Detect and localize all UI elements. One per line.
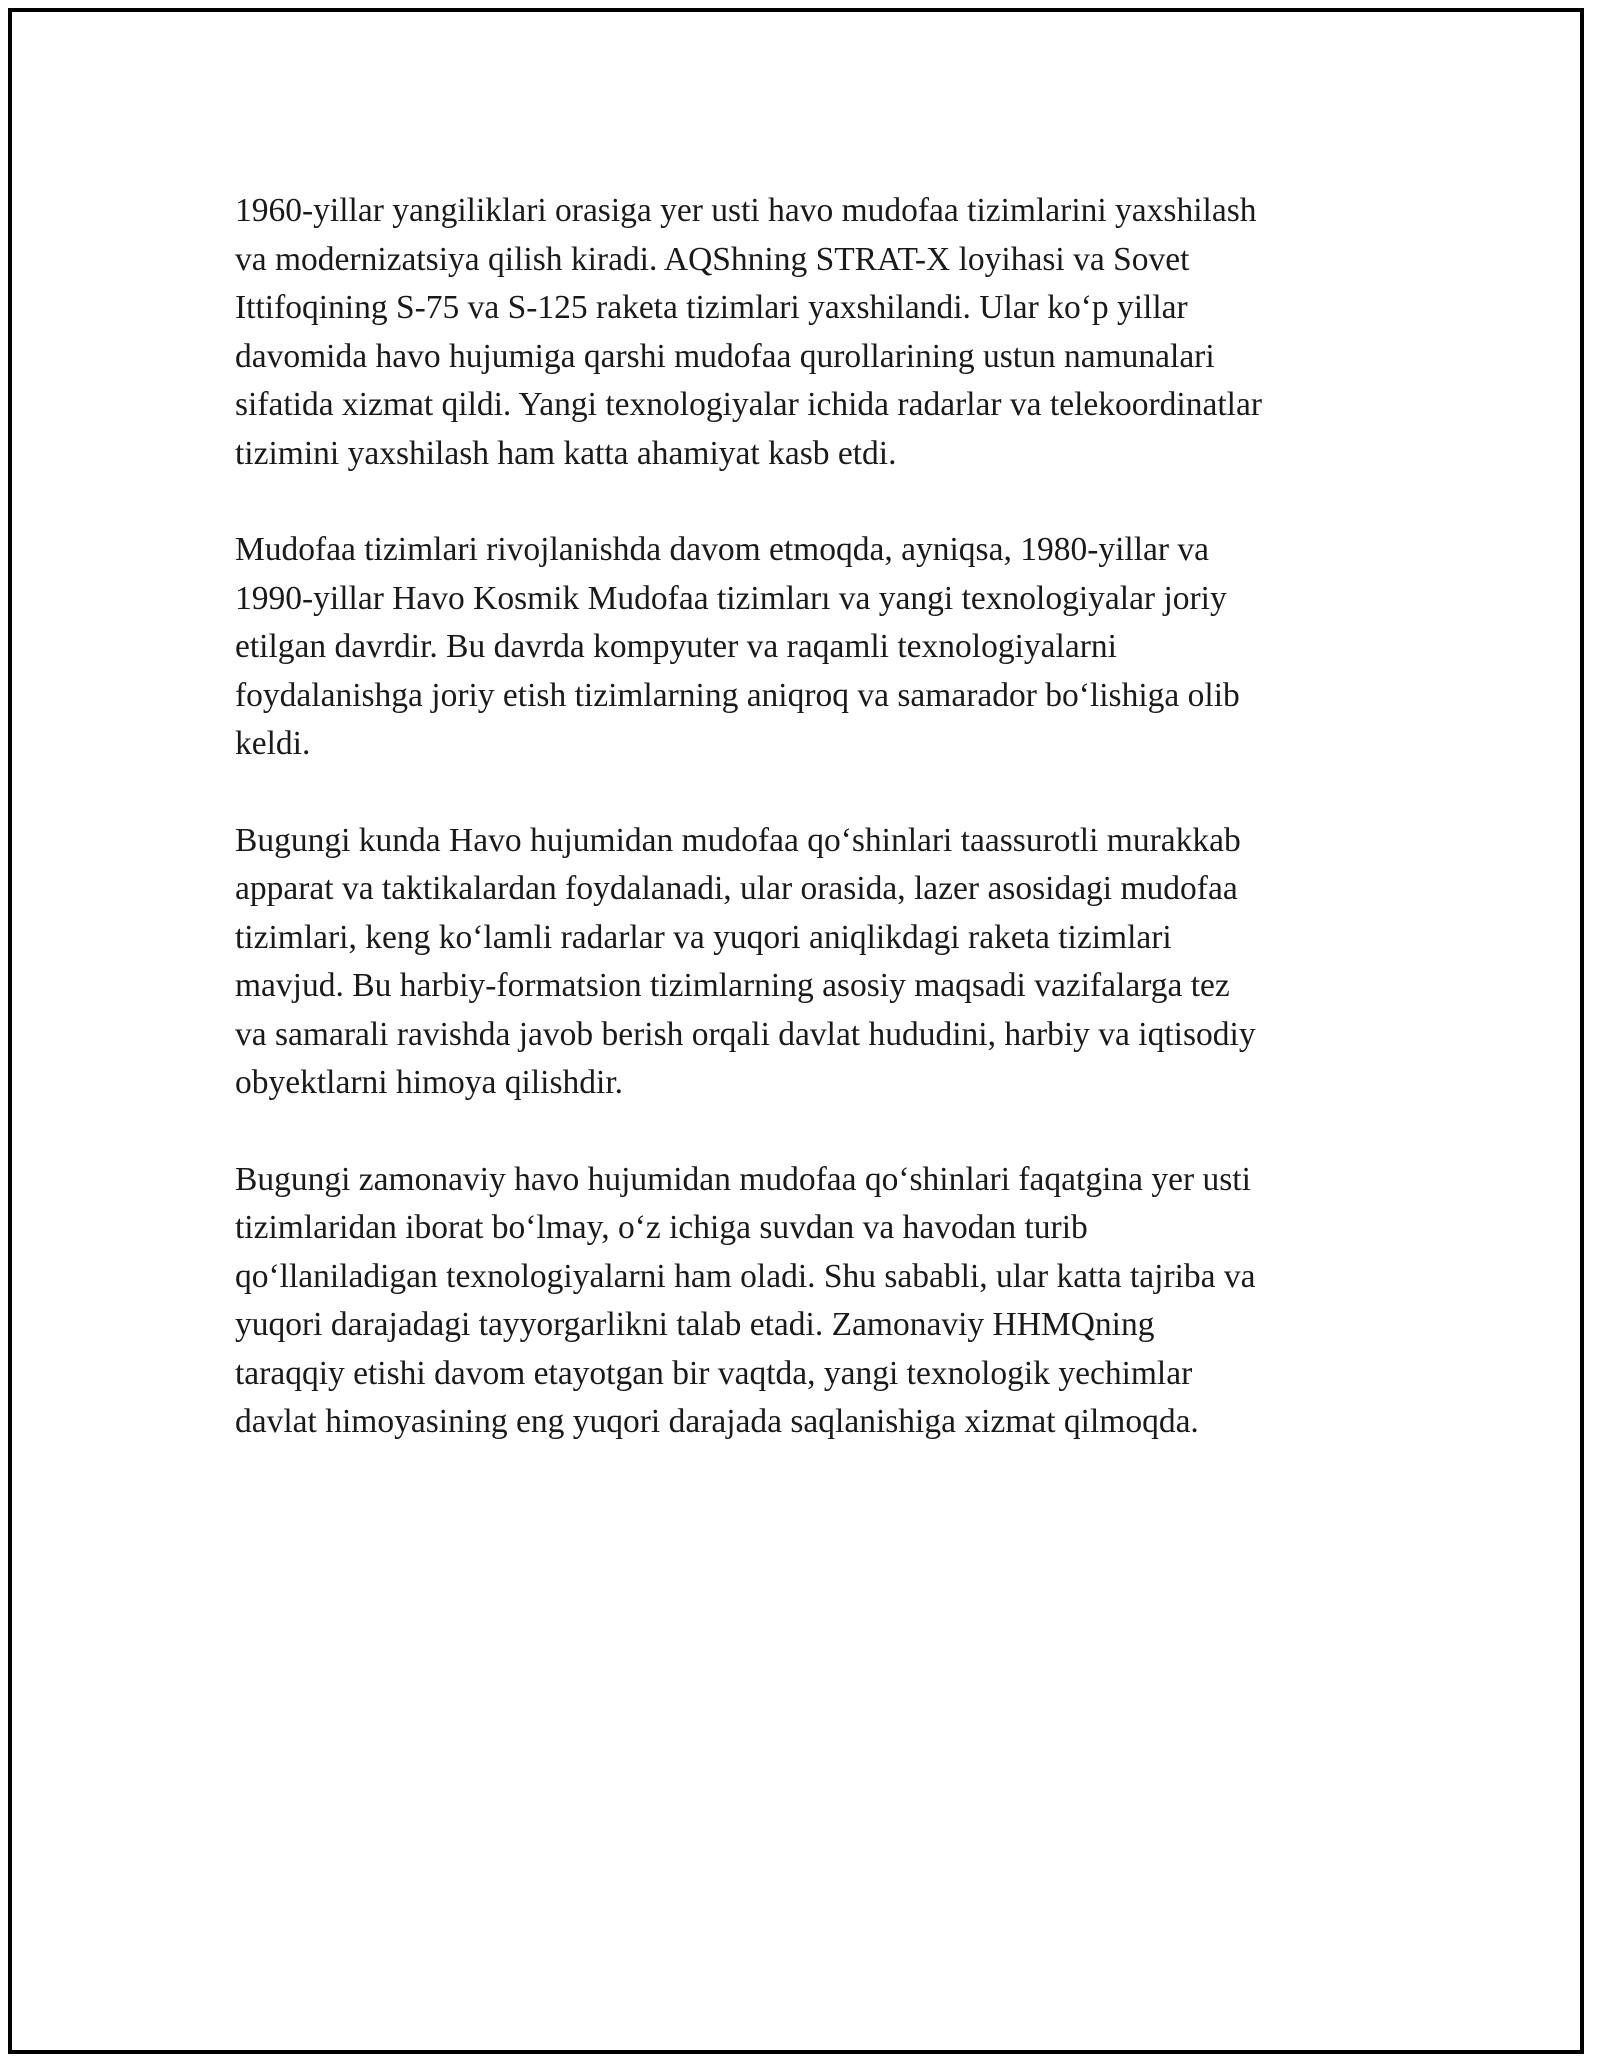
paragraph-1: [235, 187, 1385, 478]
text-line: 1960-yillar yangiliklari orasiga yer usti havo mudofaa tizimlarini yaxshilash: [235, 192, 1257, 229]
paragraph-3: [235, 817, 1385, 1108]
paragraph-2: [235, 526, 1385, 769]
text-line: Mudofaa tizimlari rivojlanishda davom etmoqda, ayniqsa, 1980-yillar va: [235, 531, 1210, 568]
text-line: davomida havo hujumiga qarshi mudofaa qurollarining ustun namunalari: [235, 337, 1215, 375]
paragraph-4: [235, 1156, 1385, 1447]
text-line: foydalanishga joriy etish tizimlarning aniqroq va samarador bo‘lishiga olib: [235, 676, 1240, 714]
text-line: Bugungi kunda Havo hujumidan mudofaa qo‘shinlari taassurotli murakkab: [235, 821, 1241, 859]
text-line: yuqori darajadagi tayyorgarlikni talab etadi. Zamonaviy HHMQning: [235, 1306, 1155, 1343]
text-line: davlat himoyasining eng yuqori darajada saqlanishiga xizmat qilmoqda.: [235, 1403, 1199, 1440]
text-line: etilgan davrdir. Bu davrda kompyuter va raqamli texnologiyalarni: [235, 628, 1117, 665]
text-line: taraqqiy etishi davom etayotgan bir vaqtda, yangi texnologik yechimlar: [235, 1354, 1193, 1392]
text-line: tizimlari, keng ko‘lamli radarlar va yuqori aniqlikdagi raketa tizimlari: [235, 918, 1172, 956]
text-line: Ittifoqining S-75 va S-125 raketa tizimlari yaxshilandi. Ular ko‘p yillar: [235, 289, 1188, 326]
text-line: mavjud. Bu harbiy-formatsion tizimlarning asosiy maqsadi vazifalarga tez: [235, 967, 1230, 1004]
text-line: va modernizatsiya qilish kiradi. AQShning STRAT-X loyihasi va Sovet: [235, 240, 1190, 278]
text-line: sifatida xizmat qildi. Yangi texnologiyalar ichida radarlar va telekoordinatlar: [235, 386, 1263, 423]
text-line: keldi.: [235, 725, 311, 762]
text-line: qo‘llaniladigan texnologiyalarni ham oladi. Shu sababli, ular katta tajriba va: [235, 1257, 1256, 1295]
text-line: 1990-yillar Havo Kosmik Mudofaa tizimları va yangi texnologiyalar joriy: [235, 579, 1227, 617]
text-line: va samarali ravishda javob berish orqali davlat hududini, harbiy va iqtisodiy: [235, 1015, 1256, 1053]
text-line: Bugungi zamonaviy havo hujumidan mudofaa qo‘shinlari faqatgina yer usti: [235, 1160, 1251, 1198]
document-body: [235, 187, 1385, 1495]
text-line: tizimlaridan iborat bo‘lmay, o‘z ichiga suvdan va havodan turib: [235, 1209, 1088, 1246]
text-line: apparat va taktikalardan foydalanadi, ular orasida, lazer asosidagi mudofaa: [235, 870, 1238, 907]
text-line: obyektlarni himoya qilishdir.: [235, 1064, 623, 1101]
text-line: tizimini yaxshilash ham katta ahamiyat kasb etdi.: [235, 434, 897, 472]
